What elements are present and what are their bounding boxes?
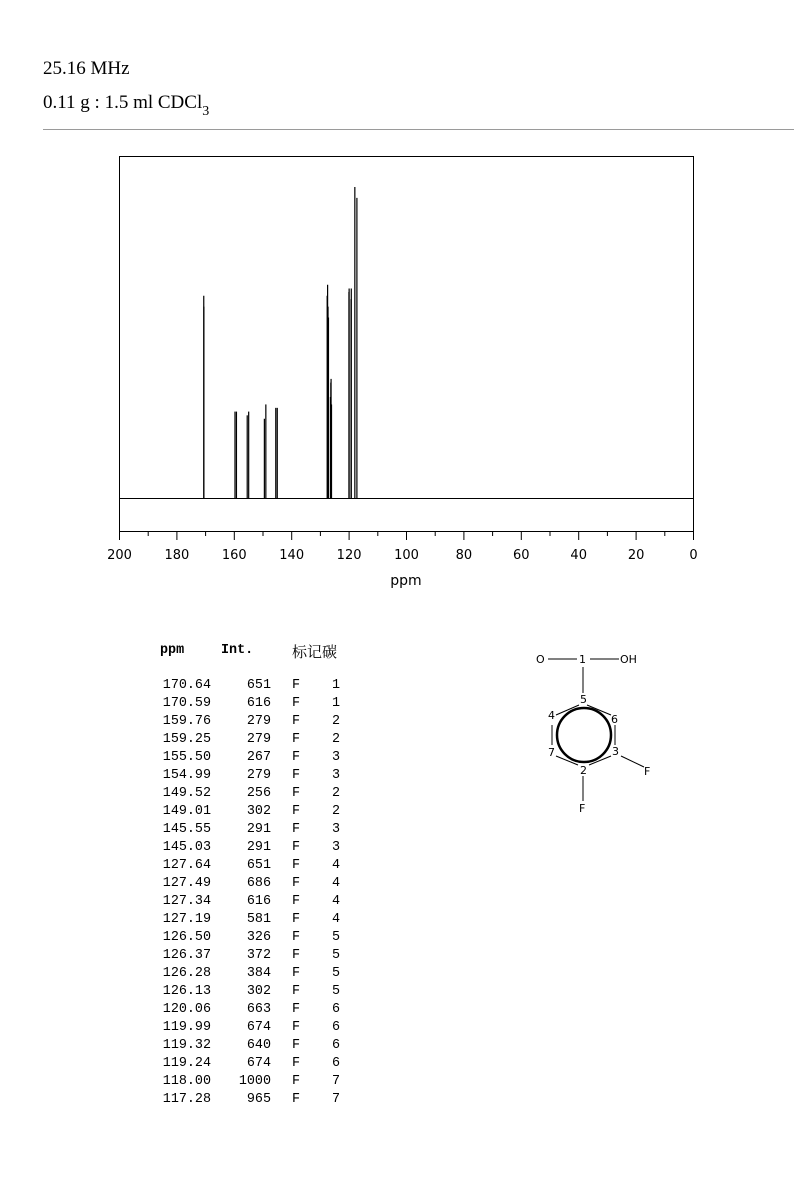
cell-flag: F bbox=[291, 786, 300, 801]
cell-carbon: 5 bbox=[331, 984, 340, 999]
cell-intensity: 256 bbox=[246, 786, 271, 801]
cell-carbon: 5 bbox=[331, 966, 340, 981]
cell-carbon: 6 bbox=[331, 1020, 340, 1035]
cell-intensity: 302 bbox=[246, 804, 271, 819]
cell-flag: F bbox=[291, 930, 300, 945]
atom-f-on-c2: F bbox=[579, 802, 586, 815]
cell-ppm: 126.50 bbox=[162, 930, 211, 945]
peaks-group bbox=[204, 187, 357, 499]
cell-intensity: 326 bbox=[246, 930, 271, 945]
x-tick-label: 80 bbox=[455, 548, 473, 563]
sample-subscript: 3 bbox=[202, 104, 210, 119]
cell-ppm: 119.24 bbox=[162, 1056, 211, 1071]
cell-flag: F bbox=[291, 696, 300, 711]
cell-intensity: 291 bbox=[246, 840, 271, 855]
cell-carbon: 6 bbox=[331, 1038, 340, 1053]
column-header-assignment: 标记碳 bbox=[292, 643, 338, 661]
atom-c3: 3 bbox=[612, 745, 619, 758]
x-tick-label: 160 bbox=[221, 548, 247, 563]
x-tick-label: 180 bbox=[164, 548, 190, 563]
cell-ppm: 120.06 bbox=[162, 1002, 211, 1017]
cell-intensity: 616 bbox=[246, 696, 271, 711]
cell-carbon: 4 bbox=[331, 894, 340, 909]
cell-ppm: 170.64 bbox=[162, 678, 211, 693]
x-tick-label: 60 bbox=[513, 548, 530, 563]
cell-carbon: 4 bbox=[331, 912, 340, 927]
cell-flag: F bbox=[291, 822, 300, 837]
cell-intensity: 965 bbox=[246, 1092, 271, 1107]
cell-ppm: 155.50 bbox=[162, 750, 211, 765]
x-tick-label: 120 bbox=[336, 548, 362, 563]
cell-carbon: 7 bbox=[331, 1074, 340, 1089]
cell-ppm: 159.25 bbox=[162, 732, 211, 747]
cell-flag: F bbox=[291, 894, 300, 909]
aromatic-ring-circle bbox=[557, 708, 611, 762]
cell-carbon: 7 bbox=[331, 1092, 340, 1107]
cell-intensity: 279 bbox=[246, 714, 271, 729]
cell-intensity: 663 bbox=[246, 1002, 271, 1017]
cell-ppm: 170.59 bbox=[162, 696, 211, 711]
cell-intensity: 384 bbox=[246, 966, 271, 981]
atom-o-double: O bbox=[536, 653, 545, 666]
atom-c5: 5 bbox=[580, 693, 587, 706]
x-axis-ticks bbox=[107, 532, 698, 564]
x-tick-label: 40 bbox=[570, 548, 587, 563]
cell-intensity: 640 bbox=[246, 1038, 271, 1053]
atom-c2: 2 bbox=[580, 764, 587, 777]
cell-carbon: 4 bbox=[331, 858, 340, 873]
cell-flag: F bbox=[291, 768, 300, 783]
cell-carbon: 5 bbox=[331, 930, 340, 945]
x-tick-label: 200 bbox=[107, 548, 132, 563]
x-axis-label: ppm bbox=[390, 573, 422, 589]
cell-flag: F bbox=[291, 1056, 300, 1071]
cell-intensity: 674 bbox=[246, 1020, 271, 1035]
cell-carbon: 2 bbox=[331, 804, 340, 819]
cell-flag: F bbox=[291, 858, 300, 873]
cell-carbon: 6 bbox=[331, 1056, 340, 1071]
cell-ppm: 127.19 bbox=[162, 912, 211, 927]
cell-flag: F bbox=[291, 840, 300, 855]
cell-intensity: 651 bbox=[246, 858, 271, 873]
cell-ppm: 127.64 bbox=[162, 858, 211, 873]
cell-flag: F bbox=[291, 876, 300, 891]
cell-flag: F bbox=[291, 1002, 300, 1017]
cell-flag: F bbox=[291, 1020, 300, 1035]
x-tick-label: 100 bbox=[394, 548, 419, 563]
cell-ppm: 159.76 bbox=[162, 714, 211, 729]
cell-ppm: 119.99 bbox=[162, 1020, 211, 1035]
cell-carbon: 3 bbox=[331, 750, 340, 765]
cell-flag: F bbox=[291, 912, 300, 927]
cell-carbon: 5 bbox=[331, 948, 340, 963]
sample-text: 0.11 g : 1.5 ml CDCl bbox=[43, 92, 203, 113]
column-header-intensity: Int. bbox=[221, 643, 254, 658]
cell-intensity: 651 bbox=[246, 678, 271, 693]
molecule-structure-diagram bbox=[530, 645, 680, 820]
cell-ppm: 149.01 bbox=[162, 804, 211, 819]
atom-oh: OH bbox=[620, 653, 637, 666]
cell-intensity: 674 bbox=[246, 1056, 271, 1071]
cell-ppm: 154.99 bbox=[162, 768, 211, 783]
cell-ppm: 117.28 bbox=[162, 1092, 211, 1107]
cell-ppm: 149.52 bbox=[162, 786, 211, 801]
cell-flag: F bbox=[291, 984, 300, 999]
cell-ppm: 126.13 bbox=[162, 984, 211, 999]
cell-carbon: 2 bbox=[331, 732, 340, 747]
cell-intensity: 1000 bbox=[238, 1074, 271, 1089]
cell-ppm: 126.28 bbox=[162, 966, 211, 981]
bonds bbox=[548, 659, 644, 801]
cell-intensity: 616 bbox=[246, 894, 271, 909]
cell-intensity: 372 bbox=[246, 948, 271, 963]
x-tick-label: 20 bbox=[627, 548, 645, 563]
cell-intensity: 581 bbox=[246, 912, 271, 927]
cell-flag: F bbox=[291, 1092, 300, 1107]
cell-carbon: 1 bbox=[331, 696, 340, 711]
cell-intensity: 291 bbox=[246, 822, 271, 837]
cell-intensity: 686 bbox=[246, 876, 271, 891]
atom-labels bbox=[536, 653, 650, 815]
cell-flag: F bbox=[291, 966, 300, 981]
cell-carbon: 6 bbox=[331, 1002, 340, 1017]
cell-flag: F bbox=[291, 750, 300, 765]
atom-c1: 1 bbox=[579, 653, 586, 666]
cell-intensity: 267 bbox=[246, 750, 271, 765]
cell-flag: F bbox=[291, 678, 300, 693]
cell-carbon: 2 bbox=[331, 786, 340, 801]
cell-ppm: 127.49 bbox=[162, 876, 211, 891]
cell-carbon: 2 bbox=[331, 714, 340, 729]
cell-carbon: 1 bbox=[331, 678, 340, 693]
atom-c6: 6 bbox=[611, 713, 618, 726]
cell-intensity: 279 bbox=[246, 732, 271, 747]
cell-flag: F bbox=[291, 804, 300, 819]
cell-carbon: 3 bbox=[331, 822, 340, 837]
atom-c7: 7 bbox=[548, 746, 555, 759]
cell-ppm: 145.03 bbox=[162, 840, 211, 855]
cell-flag: F bbox=[291, 1074, 300, 1089]
c3-f-bond bbox=[621, 756, 644, 767]
frequency-text: 25.16 MHz bbox=[43, 58, 130, 79]
cell-intensity: 302 bbox=[246, 984, 271, 999]
cell-flag: F bbox=[291, 732, 300, 747]
atom-c4: 4 bbox=[548, 709, 555, 722]
cell-ppm: 145.55 bbox=[162, 822, 211, 837]
cell-ppm: 119.32 bbox=[162, 1038, 211, 1053]
column-header-ppm: ppm bbox=[160, 643, 185, 658]
cell-carbon: 4 bbox=[331, 876, 340, 891]
cell-carbon: 3 bbox=[331, 768, 340, 783]
cell-flag: F bbox=[291, 1038, 300, 1053]
cell-ppm: 127.34 bbox=[162, 894, 211, 909]
plot-frame bbox=[120, 157, 694, 532]
x-tick-label: 140 bbox=[279, 548, 305, 563]
cell-intensity: 279 bbox=[246, 768, 271, 783]
cell-ppm: 118.00 bbox=[162, 1074, 211, 1089]
x-tick-label: 0 bbox=[689, 548, 698, 563]
cell-flag: F bbox=[291, 714, 300, 729]
cell-carbon: 3 bbox=[331, 840, 340, 855]
atom-f-on-c3: F bbox=[644, 765, 651, 778]
cell-ppm: 126.37 bbox=[162, 948, 211, 963]
cell-flag: F bbox=[291, 948, 300, 963]
